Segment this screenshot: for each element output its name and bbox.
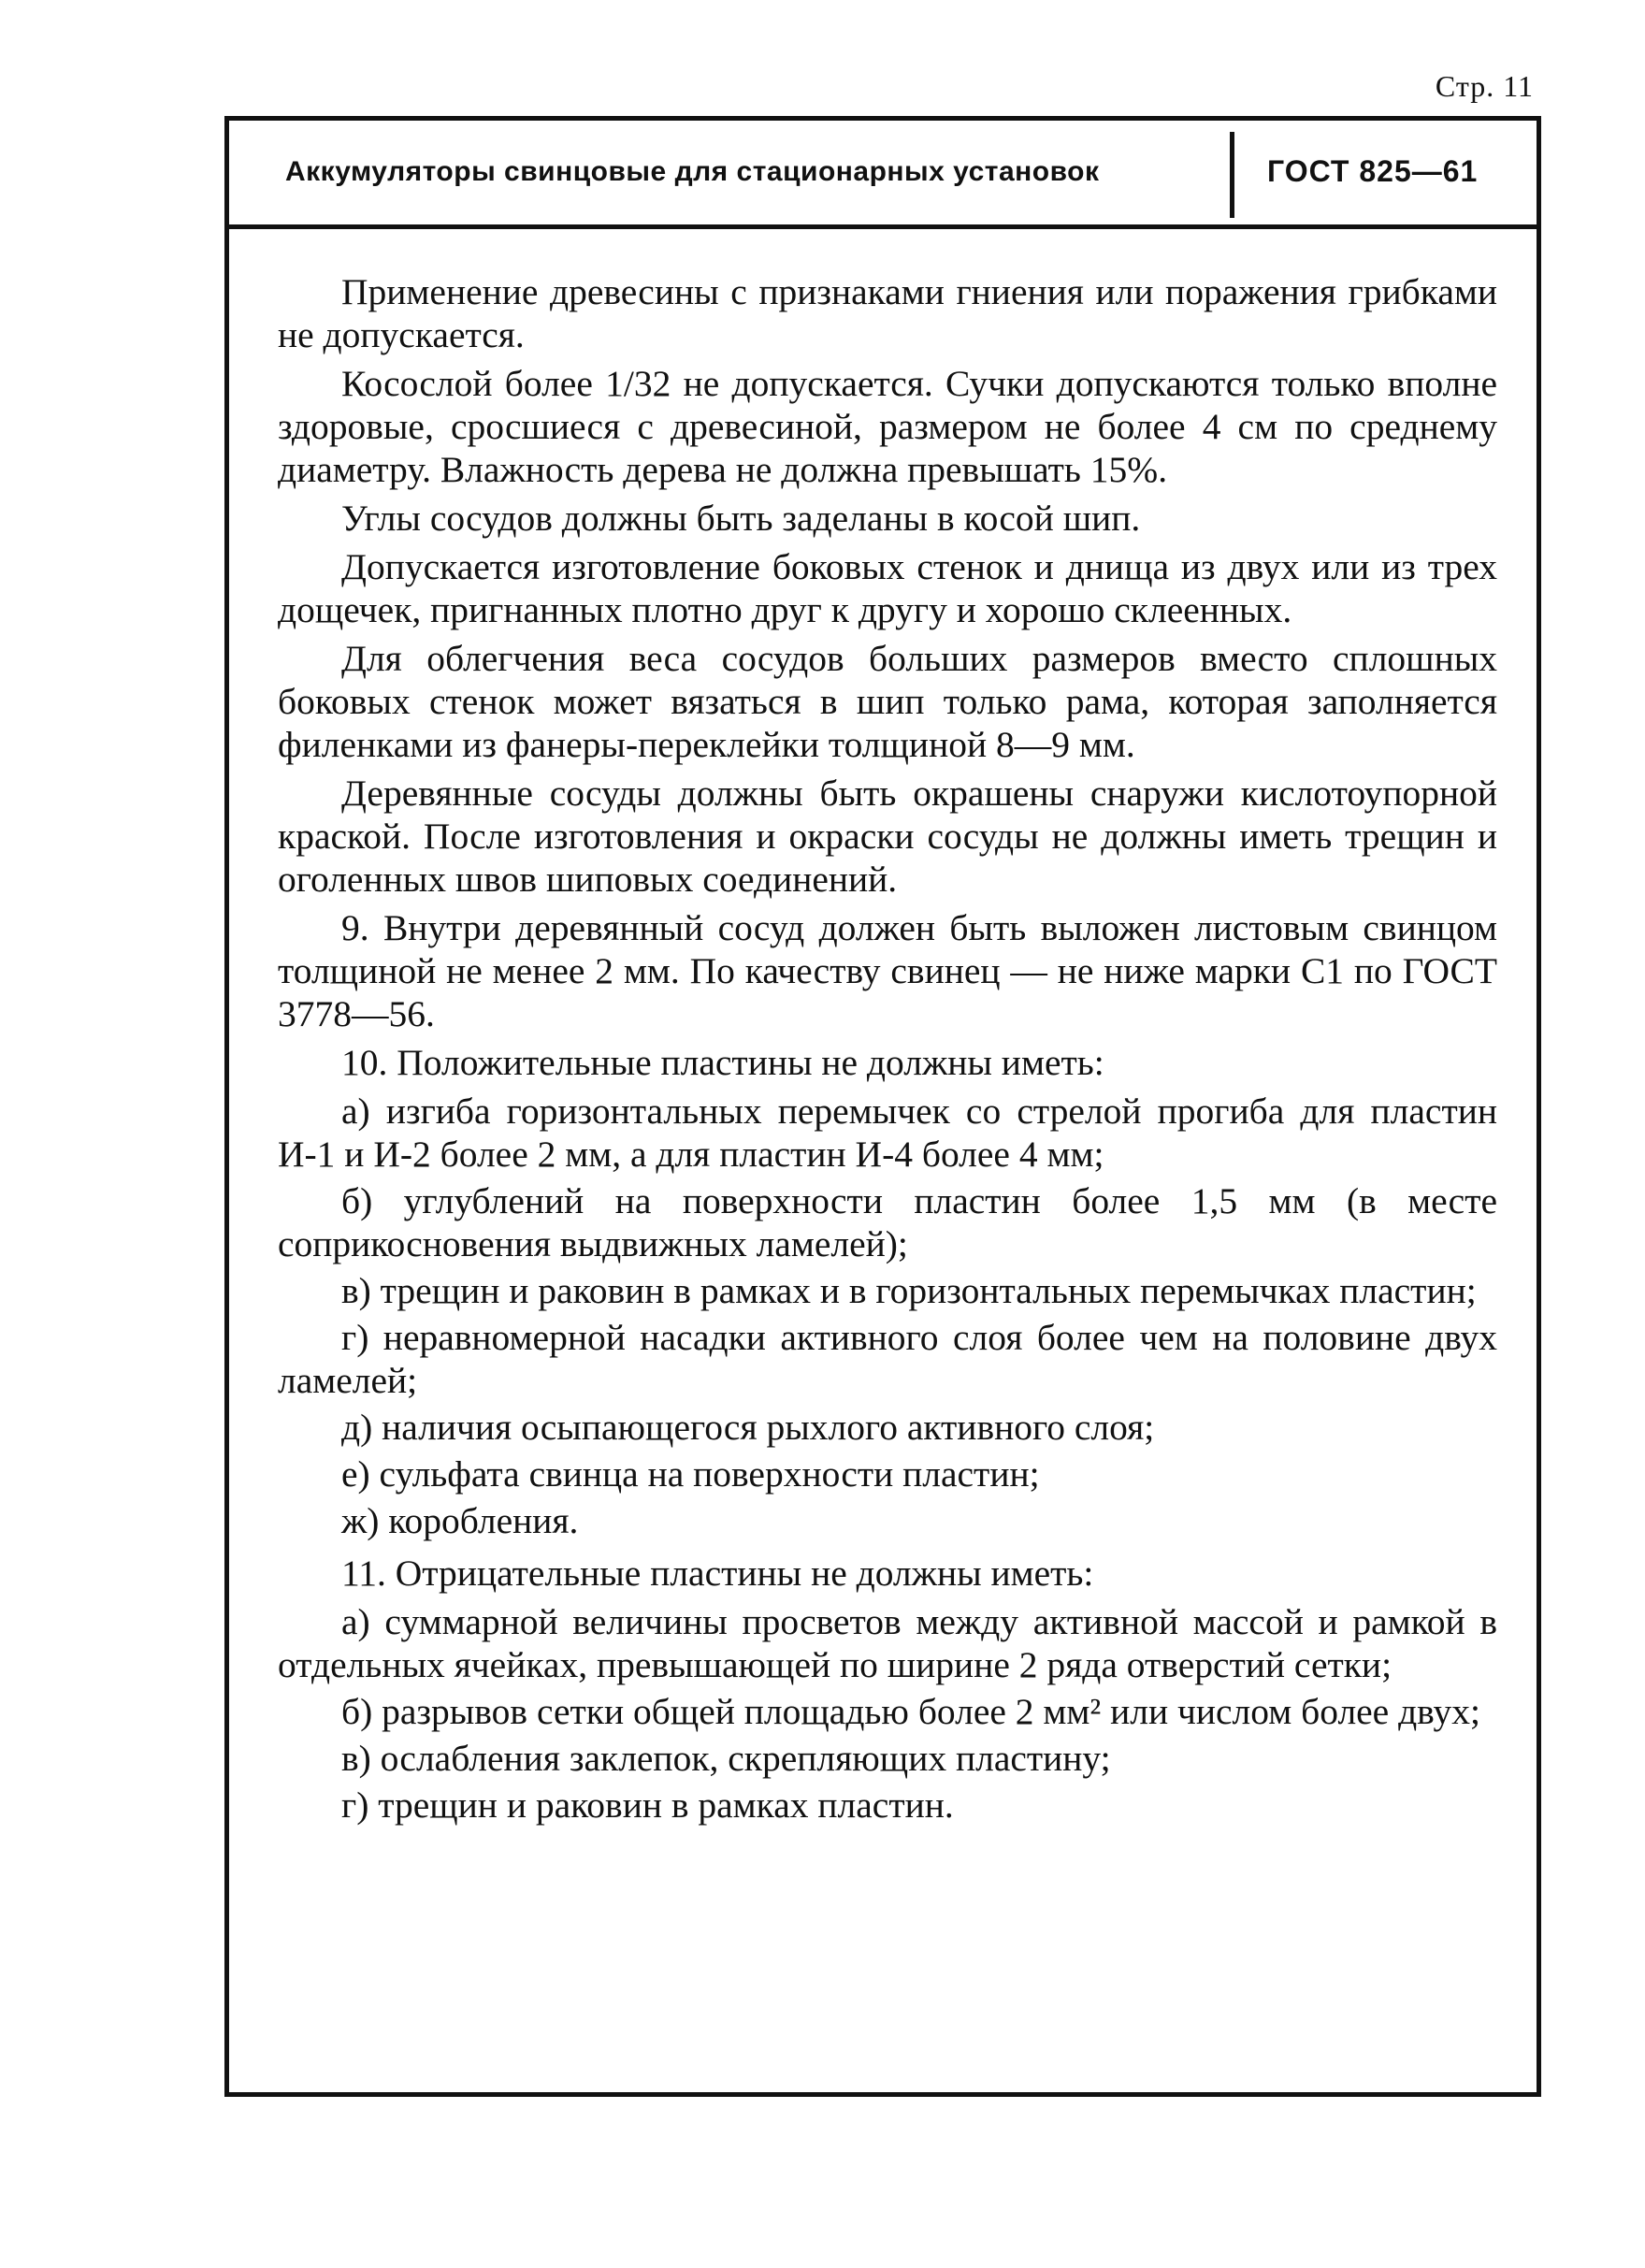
header-title: Аккумуляторы свинцовые для стационарных установок	[285, 156, 1100, 187]
list-item: а) суммарной величины просветов между активной массой и рамкой в отдельных ячейках, превышающей по ширине 2 ряда отверстий сетки;	[278, 1601, 1497, 1685]
list-item: б) углублений на поверхности пластин более 1,5 мм (в месте соприкосновения выдвижных ламелей);	[278, 1180, 1497, 1264]
paragraph: Применение древесины с признаками гниения или поражения грибками не допускается.	[278, 271, 1497, 355]
paragraph: Деревянные сосуды должны быть окрашены снаружи кислотоупорной краской. После изготовления и окраски сосуды не должны иметь трещин и оголенных швов шиповых соединений.	[278, 773, 1497, 900]
paragraph: Для облегчения веса сосудов больших размеров вместо сплошных боковых стенок может вязаться в шип только рама, которая заполняется филенками из фанеры-переклейки толщиной 8—9 мм.	[278, 638, 1497, 765]
list-item: г) неравномерной насадки активного слоя более чем на половине двух ламелей;	[278, 1317, 1497, 1401]
list-item: е) сульфата свинца на поверхности пластин;	[341, 1453, 1040, 1495]
document-frame	[224, 116, 1541, 2097]
standard-code: ГОСТ 825—61	[1267, 154, 1479, 188]
paragraph: Косослой более 1/32 не допускается. Сучки допускаются только вполне здоровые, сросшиеся с древесиной, размером не более 4 см по среднему диаметру. Влажность дерева не должна превышать 15%.	[278, 363, 1497, 490]
document-body	[278, 270, 1497, 1830]
list-item: ж) коробления.	[341, 1500, 579, 1541]
list-item: в) трещин и раковин в рамках и в горизонтальных перемычках пластин;	[341, 1270, 1477, 1311]
list-item: в) ослабления заклепок, скрепляющих пластину;	[341, 1738, 1111, 1779]
list-item: г) трещин и раковин в рамках пластин.	[341, 1784, 954, 1826]
list-item: а) изгиба горизонтальных перемычек со стрелой прогиба для пластин И-1 и И-2 более 2 мм, а для пластин И-4 более 4 мм;	[278, 1091, 1497, 1175]
paragraph: Углы сосудов должны быть заделаны в косой шип.	[341, 498, 1141, 539]
paragraph: 9. Внутри деревянный сосуд должен быть выложен листовым свинцом толщиной не менее 2 мм. По качеству свинец — не ниже марки С1 по ГОСТ 3778—56.	[278, 907, 1497, 1034]
list-item: б) разрывов сетки общей площадью более 2 мм² или числом более двух;	[341, 1691, 1480, 1732]
paragraph: Допускается изготовление боковых стенок и днища из двух или из трех дощечек, пригнанных плотно друг к другу и хорошо склеенных.	[278, 546, 1497, 630]
paragraph: 11. Отрицательные пластины не должны иметь:	[341, 1553, 1094, 1594]
list-item: д) наличия осыпающегося рыхлого активного слоя;	[341, 1407, 1155, 1448]
document-header	[229, 121, 1537, 229]
page-number: Стр. 11	[1435, 69, 1534, 103]
paragraph: 10. Положительные пластины не должны иметь:	[341, 1042, 1104, 1083]
header-divider	[1230, 132, 1234, 218]
